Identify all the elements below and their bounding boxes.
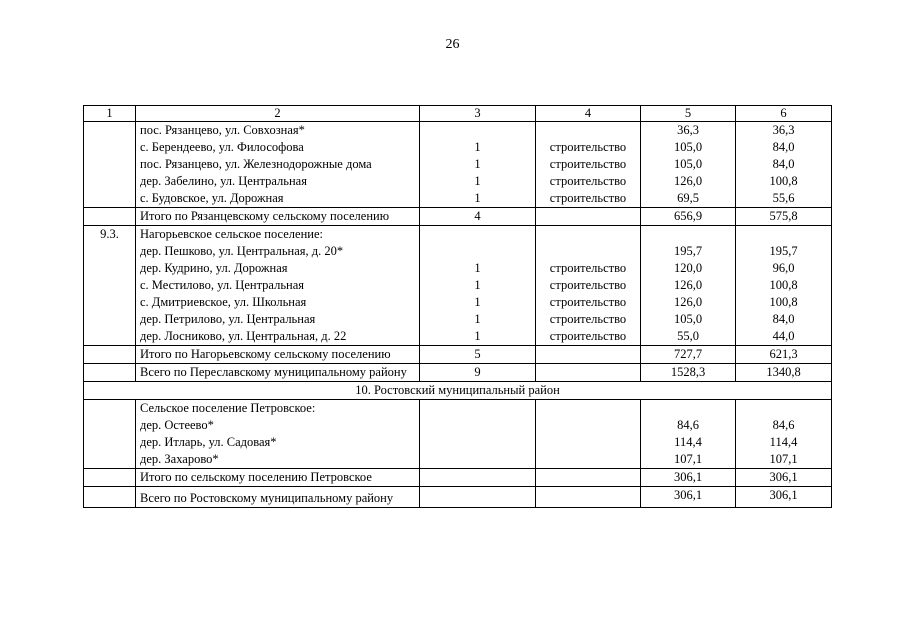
- value5-cell: [641, 226, 736, 346]
- subtotal-row: [84, 469, 832, 487]
- address-cell: [136, 226, 420, 346]
- value5-cell: 656,9: [641, 208, 736, 226]
- value6-line: [740, 226, 827, 243]
- type-line: строительство: [549, 261, 627, 275]
- address-line: Сельское поселение Петровское:: [140, 401, 316, 415]
- address-line: с. Берендеево, ул. Философова: [140, 140, 304, 154]
- subtotal-row: [84, 208, 832, 226]
- section-row: [84, 382, 832, 400]
- count-cell: [420, 469, 536, 487]
- value5-line: 36,3: [677, 123, 699, 137]
- header-cell: 2: [136, 106, 420, 122]
- table-row: [84, 122, 832, 208]
- count-cell: [420, 400, 536, 469]
- value6-line: 84,6: [772, 418, 795, 432]
- value6-cell: [736, 400, 832, 469]
- count-cell: 4: [420, 208, 536, 226]
- value6-cell: 575,8: [736, 208, 832, 226]
- count-line: 1: [474, 312, 481, 326]
- value5-line: 126,0: [673, 295, 703, 309]
- value5-line: 114,4: [674, 435, 702, 449]
- address-line: дер. Захарово*: [140, 452, 219, 466]
- address-cell: [136, 400, 420, 469]
- type-line: [540, 243, 636, 260]
- address-line: дер. Остеево*: [140, 418, 214, 432]
- count-line: [424, 122, 531, 139]
- value6-cell: 306,1: [736, 469, 832, 487]
- value5-line: 126,0: [673, 174, 703, 188]
- value5-line: 55,0: [677, 329, 699, 343]
- address-line: Нагорьевское сельское поселение:: [140, 227, 323, 241]
- row-number-cell: [84, 487, 136, 508]
- page-number: 26: [445, 37, 460, 52]
- value5-cell: 727,7: [641, 346, 736, 364]
- table-row: [84, 400, 832, 469]
- row-number-cell: [84, 346, 136, 364]
- address-line: дер. Итларь, ул. Садовая*: [140, 435, 277, 449]
- type-cell: [536, 487, 641, 508]
- value5-line: 120,0: [673, 261, 703, 275]
- count-line: 1: [474, 295, 481, 309]
- address-cell: [136, 122, 420, 208]
- type-line: строительство: [549, 295, 627, 309]
- type-cell: [536, 226, 641, 346]
- value6-line: 44,0: [772, 329, 795, 343]
- count-line: 1: [474, 174, 481, 188]
- district-total-label: Всего по Ростовскому муниципальному району: [136, 487, 420, 508]
- count-cell: [420, 122, 536, 208]
- value5-line: 195,7: [673, 244, 703, 258]
- value5-line: 105,0: [673, 157, 703, 171]
- district-total-row: [84, 364, 832, 382]
- value6-cell: 1340,8: [736, 364, 832, 382]
- type-cell: [536, 400, 641, 469]
- address-line: пос. Рязанцево, ул. Железнодорожные дома: [140, 157, 372, 171]
- address-line: дер. Кудрино, ул. Дорожная: [140, 261, 288, 275]
- value6-line: 36,3: [772, 123, 795, 137]
- type-line: [540, 226, 636, 243]
- type-line: строительство: [549, 174, 627, 188]
- count-line: 1: [474, 191, 481, 205]
- district-total-row: [84, 487, 832, 508]
- value6-cell: 306,1: [736, 487, 832, 508]
- subtotal-label: Итого по сельскому поселению Петровское: [136, 469, 420, 487]
- value6-line: 84,0: [772, 140, 795, 154]
- row-number-cell: [84, 208, 136, 226]
- count-line: 1: [474, 329, 481, 343]
- value5-line: 69,5: [677, 191, 699, 205]
- value5-line: 126,0: [673, 278, 703, 292]
- housing-table: [83, 105, 832, 508]
- header-cell: 4: [536, 106, 641, 122]
- value5-cell: [641, 400, 736, 469]
- value5-line: [645, 226, 731, 243]
- value6-line: 107,1: [769, 452, 798, 466]
- value6-line: 195,7: [769, 244, 798, 258]
- header-cell: 5: [641, 106, 736, 122]
- type-line: строительство: [549, 157, 627, 171]
- count-cell: [420, 487, 536, 508]
- address-line: дер. Забелино, ул. Центральная: [140, 174, 307, 188]
- type-cell: [536, 469, 641, 487]
- value6-line: 100,8: [769, 278, 798, 292]
- value6-cell: [736, 226, 832, 346]
- address-line: с. Местилово, ул. Центральная: [140, 278, 305, 292]
- header-cell: 6: [736, 106, 832, 122]
- value6-line: 100,8: [769, 174, 798, 188]
- value6-line: [740, 400, 827, 417]
- value6-line: 100,8: [769, 295, 798, 309]
- address-line: дер. Лосниково, ул. Центральная, д. 22: [140, 329, 347, 343]
- value5-cell: 306,1: [641, 469, 736, 487]
- subtotal-row: [84, 346, 832, 364]
- value5-line: 105,0: [673, 140, 703, 154]
- value5-cell: [641, 122, 736, 208]
- address-line: пос. Рязанцево, ул. Совхозная*: [140, 123, 305, 137]
- header-cell: 1: [84, 106, 136, 122]
- value6-line: 55,6: [772, 191, 795, 205]
- count-line: [424, 226, 531, 243]
- count-cell: 9: [420, 364, 536, 382]
- type-cell: [536, 208, 641, 226]
- value6-line: 114,4: [769, 435, 798, 449]
- value5-line: 84,6: [677, 418, 699, 432]
- type-line: строительство: [549, 312, 627, 326]
- type-line: строительство: [549, 191, 627, 205]
- count-cell: 5: [420, 346, 536, 364]
- type-line: строительство: [549, 278, 627, 292]
- value6-line: 84,0: [772, 312, 795, 326]
- header-cell: 3: [420, 106, 536, 122]
- value5-cell: 306,1: [641, 487, 736, 508]
- count-line: 1: [474, 140, 481, 154]
- value5-line: 105,0: [673, 312, 703, 326]
- subtotal-label: Итого по Рязанцевскому сельскому поселению: [136, 208, 420, 226]
- value5-line: 107,1: [673, 452, 703, 466]
- count-line: 1: [474, 261, 481, 275]
- type-cell: [536, 364, 641, 382]
- type-cell: [536, 122, 641, 208]
- type-line: строительство: [549, 329, 627, 343]
- value6-line: 96,0: [772, 261, 795, 275]
- count-cell: [420, 226, 536, 346]
- value5-cell: 1528,3: [641, 364, 736, 382]
- section-heading: 10. Ростовский муниципальный район: [84, 382, 832, 400]
- table-row: [84, 226, 832, 346]
- address-line: дер. Пешково, ул. Центральная, д. 20*: [140, 244, 344, 258]
- district-total-label: Всего по Переславскому муниципальному району: [136, 364, 420, 382]
- row-number-cell: [84, 364, 136, 382]
- type-line: [540, 122, 636, 139]
- count-line: [424, 243, 531, 260]
- value6-cell: [736, 122, 832, 208]
- row-number-cell: [84, 122, 136, 208]
- row-number-cell: [84, 469, 136, 487]
- count-line: 1: [474, 157, 481, 171]
- type-line: строительство: [549, 140, 627, 154]
- address-line: дер. Петрилово, ул. Центральная: [140, 312, 316, 326]
- address-line: с. Будовское, ул. Дорожная: [140, 191, 284, 205]
- count-line: 1: [474, 278, 481, 292]
- value6-line: 84,0: [772, 157, 795, 171]
- type-cell: [536, 346, 641, 364]
- row-number-cell: [84, 400, 136, 469]
- row-number-cell: 9.3.: [84, 226, 136, 346]
- subtotal-label: Итого по Нагорьевскому сельскому поселению: [136, 346, 420, 364]
- value5-line: [645, 400, 731, 417]
- header-row: [84, 106, 832, 122]
- address-line: с. Дмитриевское, ул. Школьная: [140, 295, 307, 309]
- value6-cell: 621,3: [736, 346, 832, 364]
